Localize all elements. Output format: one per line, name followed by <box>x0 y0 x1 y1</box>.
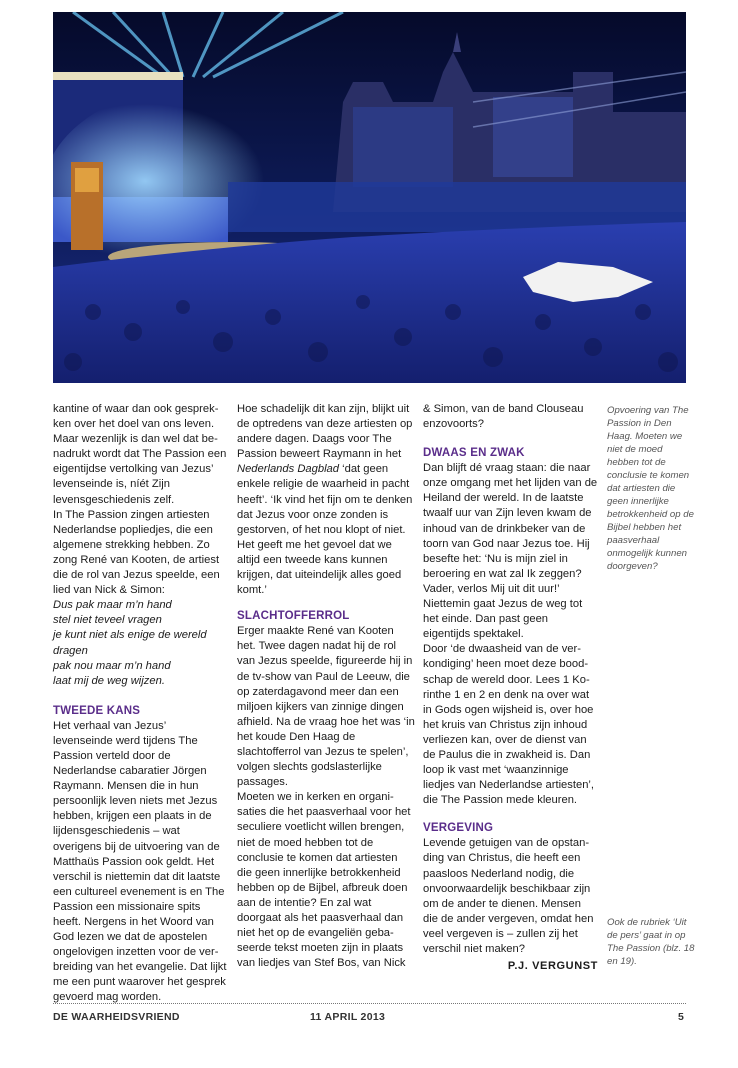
cross-reference-note: Ook de rubriek ‘Uit de pers’ gaat in op The Passion (blz. 18 en 19). <box>607 917 695 967</box>
author-signature: P.J. VERGUNST <box>507 960 598 973</box>
paragraph: Het verhaal van Jezus’ levenseinde werd tijdens The Passion verteld door de Nederlandse cabaratier Jörgen Raymann. Mensen die in hun persoonlijk leven niets met Jezus hebben, krijgen een plaats in de lijdensgeschiedenis – wat overigens bij de uitvoering van de Matthaüs Passion ook geldt. Het verschil is niettemin dat dit laatste een cultureel evenement is en The Passion een missionaire spits heeft. Nergens in het Woord van God lezen we dat de apostelen ongelovigen inzetten voor de verbreiding van het evangelie. Dat lijkt me een punt waarover het gesprek gevoerd mag worden. <box>53 719 227 1004</box>
article-column-1 <box>53 402 228 1006</box>
article-photo <box>53 12 686 383</box>
lyric-line: Dus pak maar m’n hand <box>53 599 172 612</box>
paragraph: In The Passion zingen artiesten Nederlandse popliedjes, die een algemene strekking hebben. Zo zong René van Kooten, de artiest die de rol van Jezus speelde, een lied van Nick & Simon: <box>53 508 220 597</box>
paragraph: Dan blijft dé vraag staan: die naar onze omgang met het lijden van de Heiland der wereld. In de laatste twaalf uur van Zijn leven kwam de inhoud van de drinkbeker van de toorn van God naar Jezus toe. Hij besefte het: ‘Nu is mijn ziel in beroering en wat zal Ik zeggen? Vader, verlos Mij uit dit uur!’ Niettemin gaat Jezus de weg tot het einde. Dan past geen eigentijds spektakel. <box>423 462 598 641</box>
text-run: Hoe schadelijk dit kan zijn, blijkt uit de optredens van deze artiesten op andere dagen. Daags voor The Passion beweert Raymann in het <box>237 403 413 461</box>
concert-photo-illustration <box>53 12 686 383</box>
section-heading: DWAAS EN ZWAK <box>423 447 525 460</box>
lyric-line: je kunt niet als enige de wereld dragen <box>53 629 207 657</box>
article-column-2 <box>237 402 415 971</box>
issue-date: 11 APRIL 2013 <box>310 1011 386 1023</box>
lyric-line: pak nou maar m’n hand <box>53 659 171 672</box>
section-heading: TWEEDE KANS <box>53 704 141 717</box>
photo-caption: Opvoering van The Passion in Den Haag. Moeten we niet de moed hebben tot de conclusie te komen dat artiesten die geen innerlijke betrokkenheid op de Bijbel hebben het paasverhaal onmogelijk kunnen doorgeven? <box>607 405 694 572</box>
lyric-line: stel niet teveel vragen <box>53 614 162 627</box>
paragraph: Erger maakte René van Kooten het. Twee dagen nadat hij de rol van Jezus speelde, figureerde hij in de tv-show van Paul de Leeuw, die op zaterdagavond meer dan een miljoen kijkers van zinnige dingen afhield. Na de vraag hoe het was ‘in het koude Den Haag de slachtofferrol van Jezus te spelen’, volgen slechts godslasterlijke passages. <box>237 625 415 789</box>
paragraph: & Simon, van de band Clouseau enzovoorts? <box>423 403 584 431</box>
footer-divider <box>53 1003 686 1004</box>
newspaper-title: Nederlands Dagblad <box>237 463 339 476</box>
paragraph: Door ‘de dwaasheid van de verkondiging’ heen moet deze boodschap de wereld door. Lees 1 Korinthe 1 en 2 en denk na over wat in Gods ogen wijsheid is, over hoe het kruis van Christus zijn inhoud verliezen kan, over de dienst van de Paulus die in zwakheid is. Dan loop ik vast met ‘waanzinnige liedjes van Nederlandse artiesten’, die The Passion mede kleuren. <box>423 643 595 807</box>
paragraph: kantine of waar dan ook gesprekken over het doel van ons leven. Maar wezenlijk is dan wel dat benadrukt wordt dat The Passion een eigentijdse vertolking van Jezus’ levenseinde is, níét Zijn levensgeschiedenis zelf. <box>53 403 227 506</box>
article-column-3 <box>423 402 598 974</box>
section-heading: VERGEVING <box>423 822 494 835</box>
text-run: ‘dat geen enkele religie de waarheid in pacht heeft’. ‘Ik vind het fijn om te denken dat Jezus voor onze zonden is gestorven, of het nou klopt of niet. Het geeft me het gevoel dat we altijd een tweede kans kunnen krijgen, dat uiteindelijk alles goed komt.’ <box>237 463 413 597</box>
lyric-line: laat mij de weg wijzen. <box>53 674 165 687</box>
paragraph <box>237 402 415 598</box>
publication-name: DE WAARHEIDSVRIEND <box>53 1011 180 1023</box>
section-heading: SLACHTOFFERROL <box>237 610 350 623</box>
page-number: 5 <box>678 1011 685 1023</box>
paragraph: Moeten we in kerken en organisaties die het paasverhaal voor het seculiere voetlicht willen brengen, niet de moed hebben tot de conclusie te komen dat artiesten die geen innerlijke betrokkenheid hebben op de Bijbel, afbreuk doen aan de intentie? En zal wat doorgaat als het paasverhaal dan niet het op de evangeliën gebaseerde tekst moeten zijn in plaats van liedjes van Stef Bos, van Nick <box>237 791 411 970</box>
paragraph: Levende getuigen van de opstanding van Christus, die heeft een paasloos Nederland nodig, die onvoorwaardelijk beschikbaar zijn om de ander te dienen. Mensen die de ander vergeven, omdat hen veel vergeven is – zullen zij het verschil niet maken? <box>423 837 594 955</box>
